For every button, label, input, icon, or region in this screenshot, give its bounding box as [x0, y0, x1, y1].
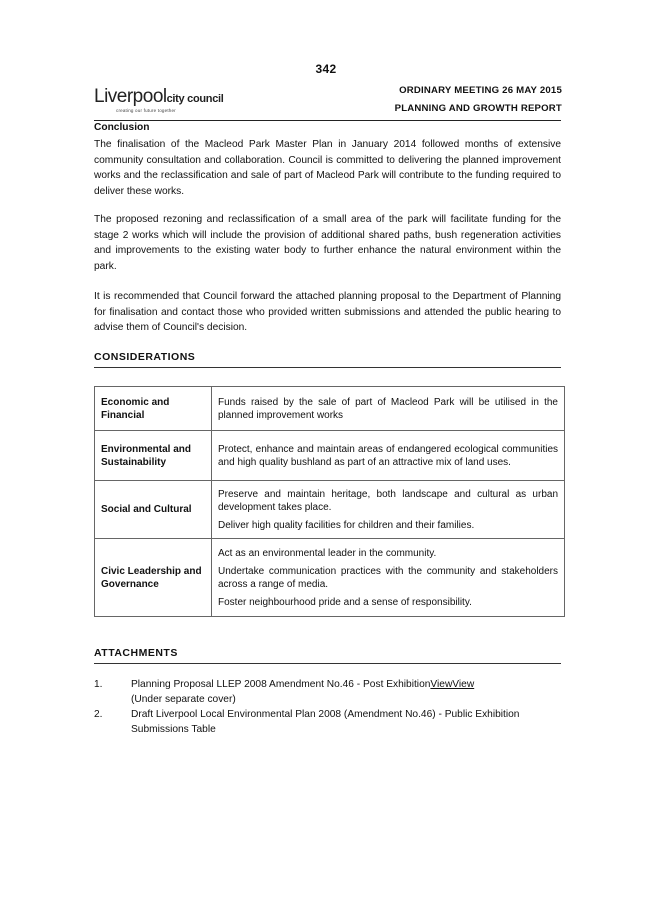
attachment-title: Planning Proposal LLEP 2008 Amendment No.46 - Post Exhibition: [131, 679, 431, 690]
attachment-number: 2.: [94, 709, 103, 721]
header-divider: [94, 120, 561, 121]
row-label: Economic and Financial: [95, 387, 212, 431]
considerations-table: [94, 386, 565, 617]
row-item: Undertake communication practices with the community and stakeholders across a range of media.: [218, 565, 558, 590]
conclusion-heading: Conclusion: [94, 122, 150, 133]
row-label: Social and Cultural: [95, 481, 212, 539]
attachments-divider: [94, 663, 561, 664]
page-number: 342: [315, 62, 337, 76]
attachment-number: 1.: [94, 679, 103, 690]
table-row: [95, 539, 565, 617]
attachments-heading: ATTACHMENTS: [94, 647, 178, 659]
table-row: [95, 481, 565, 539]
logo-tagline: creating our future together: [116, 108, 176, 113]
report-title: PLANNING AND GROWTH REPORT: [394, 103, 562, 114]
meeting-title: ORDINARY MEETING 26 MAY 2015: [399, 85, 562, 96]
row-item: Foster neighbourhood pride and a sense of responsibility.: [218, 596, 472, 608]
attachment-note: (Under separate cover): [131, 693, 236, 705]
table-row: [95, 431, 565, 481]
report-header: [395, 82, 562, 118]
attachment-view-link[interactable]: ViewView: [430, 679, 475, 690]
row-item: Deliver high quality facilities for children and their families.: [218, 519, 475, 531]
considerations-divider: [94, 367, 561, 368]
attachment-title: Draft Liverpool Local Environmental Plan 2008 (Amendment No.46) - Public Exhibition Submissions Table: [131, 709, 520, 735]
row-value: [212, 539, 565, 617]
list-item: [94, 678, 561, 707]
conclusion-paragraph-3: It is recommended that Council forward the attached planning proposal to the Department of Planning for finalisation and contact those who provided written submissions and attended the public hearing to advise them of Council's decision.: [94, 291, 561, 334]
conclusion-paragraph-2: The proposed rezoning and reclassification of a small area of the park will facilitate funding for the stage 2 works which will include the provision of additional shared paths, bush regeneration activities and improvements to the existing water body to further enhance the natural environment within the park.: [94, 214, 561, 272]
considerations-heading: CONSIDERATIONS: [94, 351, 196, 363]
row-label: Civic Leadership and Governance: [95, 539, 212, 617]
table-row: [95, 387, 565, 431]
list-item: [94, 708, 561, 737]
conclusion-paragraph-1: The finalisation of the Macleod Park Master Plan in January 2014 followed months of extensive community consultation and collaboration. Council is committed to delivering the planned improvement works and the reclassification and sale of part of Macleod Park will contribute to the funding required to deliver these works.: [94, 139, 561, 197]
row-item: Preserve and maintain heritage, both landscape and cultural as urban development takes place.: [218, 488, 558, 513]
council-logo: [94, 87, 224, 113]
row-item: Protect, enhance and maintain areas of endangered ecological communities and high quality bushland as part of an attractive mix of land uses.: [218, 443, 558, 468]
attachments-list: [94, 678, 561, 738]
row-label: Environmental and Sustainability: [95, 431, 212, 481]
row-item: Act as an environmental leader in the community.: [218, 547, 437, 559]
row-value: [212, 431, 565, 481]
logo-main-text: Liverpool: [94, 86, 167, 107]
row-item: Funds raised by the sale of part of Macleod Park will be utilised in the planned improvement works: [218, 396, 558, 421]
row-value: [212, 481, 565, 539]
row-value: [212, 387, 565, 431]
logo-suffix-text: city council: [166, 93, 224, 105]
